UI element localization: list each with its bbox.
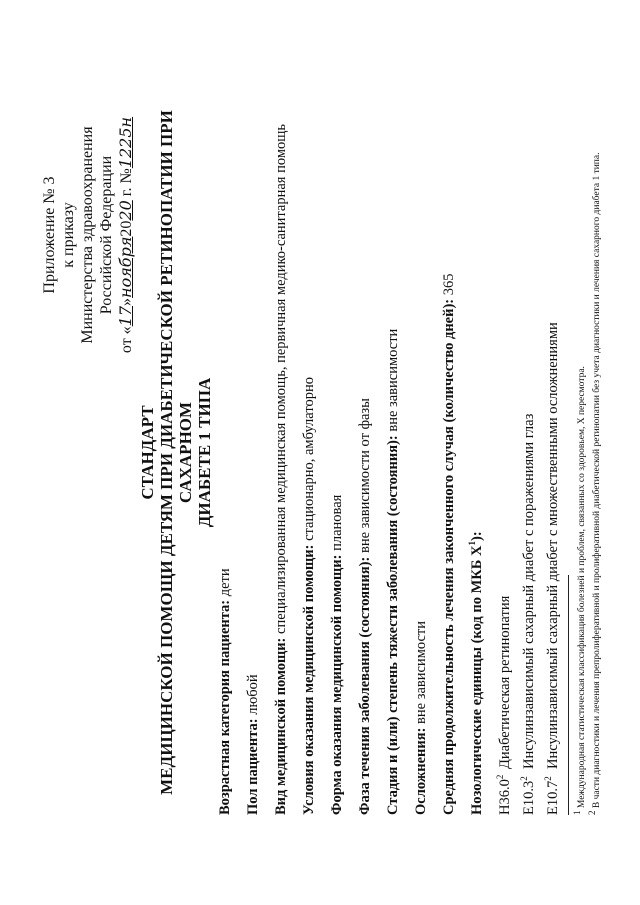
field-care-form: Форма оказания медицинской помощи: плановая — [329, 494, 345, 815]
field-care-type: Вид медицинской помощи: специализированная медицинская помощь, первичная медико-санитарная помощь — [273, 123, 289, 815]
appendix-number: Приложение № 3 — [41, 176, 58, 294]
footnote-divider — [568, 575, 569, 815]
title-line-1: СТАНДАРТ — [138, 405, 157, 500]
date-mid: » — [118, 297, 135, 306]
date-suffix: г. № — [118, 168, 135, 197]
appendix-block — [40, 105, 136, 365]
title-line-3: ДИАБЕТЕ 1 ТИПА — [195, 377, 214, 528]
nosology-description: Инсулинзависимый сахарный диабет с поражениями глаз — [521, 413, 537, 769]
nosology-code: E10.7$^2$ — [543, 776, 561, 815]
date-day: 17 — [116, 305, 135, 327]
field-patient-sex: Пол пациента: любой — [245, 674, 261, 815]
appendix-country: Российской Федерации — [98, 155, 115, 315]
field-disease-stage: Стадия и (или) степень тяжести заболевания (состояния): вне зависимости — [385, 328, 401, 815]
appendix-order-ref: к приказу — [60, 202, 77, 268]
appendix-ministry: Министерства здравоохранения — [79, 126, 96, 344]
date-year: 20 — [116, 200, 135, 221]
date-month: ноября — [116, 236, 135, 298]
appendix-date-line — [116, 105, 136, 365]
nosology-description: Инсулинзависимый сахарный диабет с множественными осложнениями — [545, 322, 561, 769]
field-age-category: Возрастная категория пациента: дети — [217, 568, 233, 815]
date-year-prefix: 20 — [118, 220, 135, 237]
field-complications: Осложнения: вне зависимости — [413, 620, 429, 815]
nosology-code: E10.3$^2$ — [519, 776, 537, 815]
date-prefix: от « — [118, 326, 135, 354]
nosology-heading: Нозологические единицы (код по МКБ $X^1$): — [467, 531, 485, 815]
field-average-duration: Средняя продолжительность лечения законченного случая (количество дней): 365 — [441, 273, 457, 815]
nosology-code: H36.0$^2$ — [495, 774, 513, 815]
footnote-1: $^1$ Международная статистическая классификация болезней и проблем, связанных со здоровьем, X пересмотра. — [572, 366, 588, 815]
standard-title — [138, 80, 214, 825]
nosology-description: Диабетическая ретинопатия — [497, 595, 513, 769]
footnote-2: $^2$ В части диагностики и лечения препролиферативной и пролиферативной диабетической ретинопатии без учета диагностики и лечения сахарного диабета 1 типа. — [587, 152, 603, 815]
order-number: 1225н — [116, 116, 135, 169]
field-disease-phase: Фаза течения заболевания (состояния): вне зависимости от фазы — [357, 398, 373, 815]
field-care-conditions: Условия оказания медицинской помощи: стационарно, амбулаторно — [301, 377, 317, 815]
title-line-2: МЕДИЦИНСКОЙ ПОМОЩИ ДЕТЯМ ПРИ ДИАБЕТИЧЕСКОЙ РЕТИНОПАТИИ ПРИ САХАРНОМ — [157, 110, 195, 795]
